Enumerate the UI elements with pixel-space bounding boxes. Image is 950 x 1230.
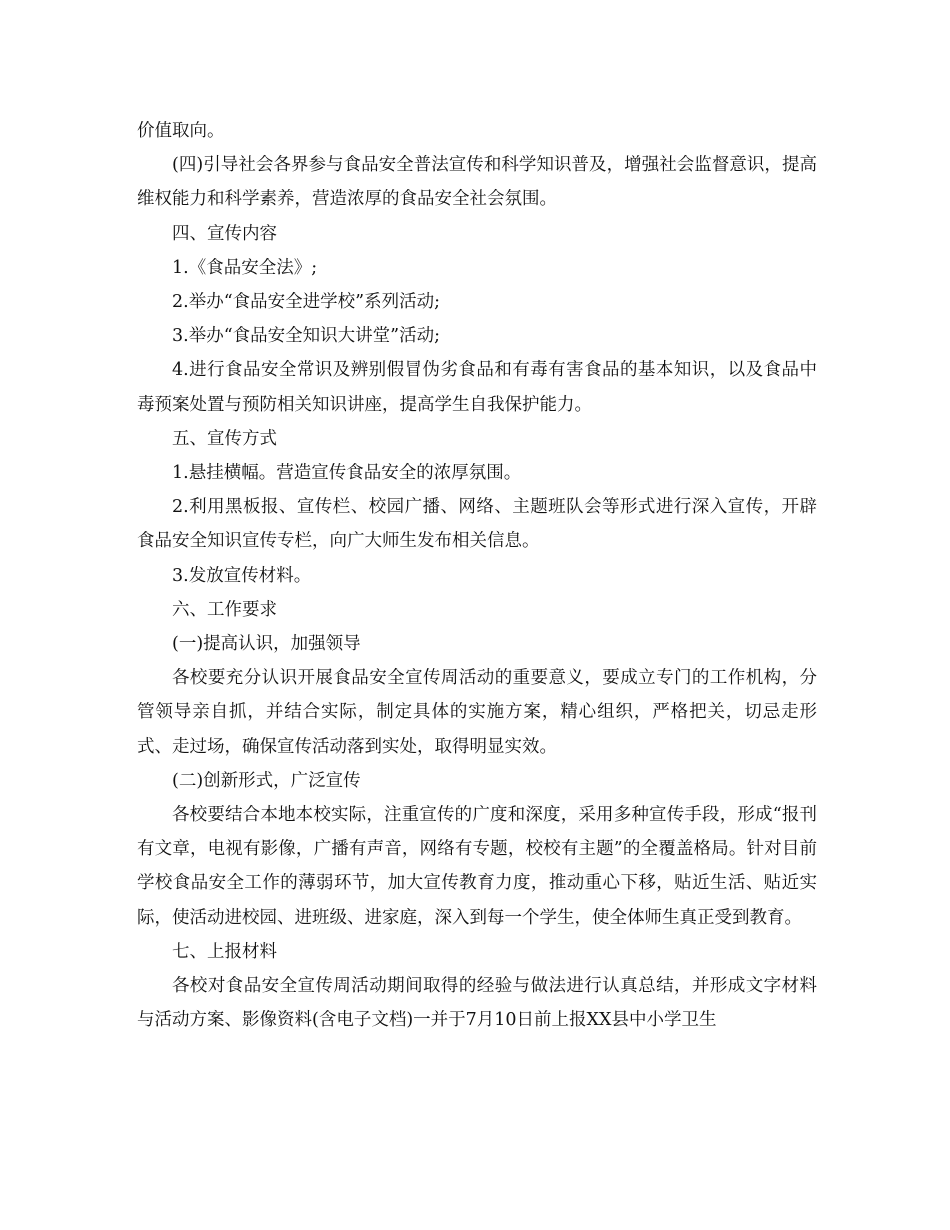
body-paragraph: 各校要结合本地本校实际，注重宣传的广度和深度，采用多种宣传手段，形成“报刊有文章，电视有影像，广播有声音，网络有专题，校校有主题”的全覆盖格局。针对目前学校食品安全工作的薄弱环节，加大宣传教育力度，推动重心下移，贴近生活、贴近实际，使活动进校园、进班级、进家庭，深入到每一个学生，使全体师生真正受到教育。 bbox=[137, 805, 817, 928]
section-heading-6: 六、工作要求 bbox=[172, 599, 277, 620]
list-item-1: 1.悬挂横幅。营造宣传食品安全的浓厚氛围。 bbox=[172, 463, 522, 484]
list-item-2: 2.举办“食品安全进学校”系列活动; bbox=[172, 292, 440, 313]
list-item-1: 1.《食品安全法》; bbox=[172, 257, 318, 278]
subheading-2: (二)创新形式，广泛宣传 bbox=[172, 770, 361, 791]
body-paragraph: 各校对食品安全宣传周活动期间取得的经验与做法进行认真总结，并形成文字材料与活动方案、影像资料(含电子文档)一并于7月10日前上报XX县中小学卫生 bbox=[137, 976, 817, 1031]
document-body bbox=[137, 114, 817, 1037]
list-item-3: 3.举办“食品安全知识大讲堂”活动; bbox=[172, 326, 440, 347]
section-heading-4: 四、宣传内容 bbox=[172, 223, 277, 244]
list-item-3: 3.发放宣传材料。 bbox=[172, 565, 312, 586]
list-item-4: 4.进行食品安全常识及辨别假冒伪劣食品和有毒有害食品的基本知识，以及食品中毒预案处置与预防相关知识讲座，提高学生自我保护能力。 bbox=[137, 360, 817, 415]
paragraph-item-4: (四)引导社会各界参与食品安全普法宣传和科学知识普及，增强社会监督意识，提高维权能力和科学素养，营造浓厚的食品安全社会氛围。 bbox=[137, 155, 817, 210]
paragraph-continuation: 价值取向。 bbox=[137, 121, 225, 141]
section-heading-5: 五、宣传方式 bbox=[172, 428, 277, 449]
list-item-2: 2.利用黑板报、宣传栏、校园广播、网络、主题班队会等形式进行深入宣传，开辟食品安全知识宣传专栏，向广大师生发布相关信息。 bbox=[137, 497, 817, 552]
body-paragraph: 各校要充分认识开展食品安全宣传周活动的重要意义，要成立专门的工作机构，分管领导亲自抓，并结合实际，制定具体的实施方案，精心组织，严格把关，切忌走形式、走过场，确保宣传活动落到实处，取得明显实效。 bbox=[137, 668, 817, 757]
subheading-1: (一)提高认识，加强领导 bbox=[172, 634, 361, 655]
section-heading-7: 七、上报材料 bbox=[172, 941, 277, 962]
